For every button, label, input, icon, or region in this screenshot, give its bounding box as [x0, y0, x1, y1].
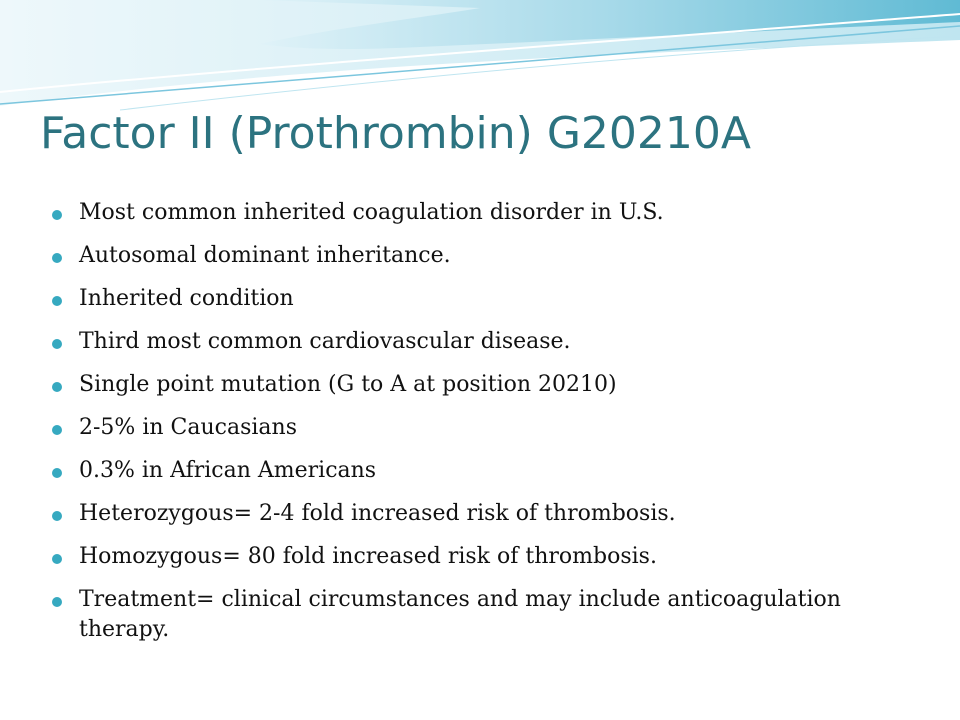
bullet-item	[52, 456, 912, 486]
bullet-dot-icon	[52, 210, 62, 220]
bullet-item	[52, 284, 912, 314]
bullet-dot-icon	[52, 597, 62, 607]
bullet-dot-icon	[52, 339, 62, 349]
bullet-dot-icon	[52, 425, 62, 435]
bullet-text: 2-5% in Caucasians	[79, 415, 297, 440]
bullet-text: 0.3% in African Americans	[79, 458, 377, 483]
bullet-text: Homozygous= 80 fold increased risk of thrombosis.	[79, 544, 657, 569]
bullet-text: Inherited condition	[79, 286, 294, 311]
bullet-item	[52, 499, 912, 529]
bullet-dot-icon	[52, 382, 62, 392]
bullet-text: Most common inherited coagulation disorder in U.S.	[79, 200, 664, 225]
bullet-text: Heterozygous= 2-4 fold increased risk of thrombosis.	[79, 501, 676, 526]
bullet-item	[52, 585, 912, 645]
bullet-text: Autosomal dominant inheritance.	[79, 243, 451, 268]
bullet-dot-icon	[52, 253, 62, 263]
slide-title: Factor II (Prothrombin) G20210A	[40, 108, 751, 159]
bullet-item	[52, 413, 912, 443]
bullet-list	[52, 198, 912, 645]
bullet-item	[52, 198, 912, 228]
bullet-dot-icon	[52, 468, 62, 478]
bullet-dot-icon	[52, 511, 62, 521]
bullet-text: Third most common cardiovascular disease.	[79, 329, 571, 354]
bullet-item	[52, 370, 912, 400]
bullet-text: Treatment= clinical circumstances and may include anticoagulation therapy.	[79, 587, 841, 642]
bullet-item	[52, 542, 912, 572]
bullet-dot-icon	[52, 296, 62, 306]
bullet-dot-icon	[52, 554, 62, 564]
decorative-wave-header	[0, 0, 960, 120]
bullet-item	[52, 241, 912, 271]
bullet-text: Single point mutation (G to A at position 20210)	[79, 372, 617, 397]
bullet-item	[52, 327, 912, 357]
